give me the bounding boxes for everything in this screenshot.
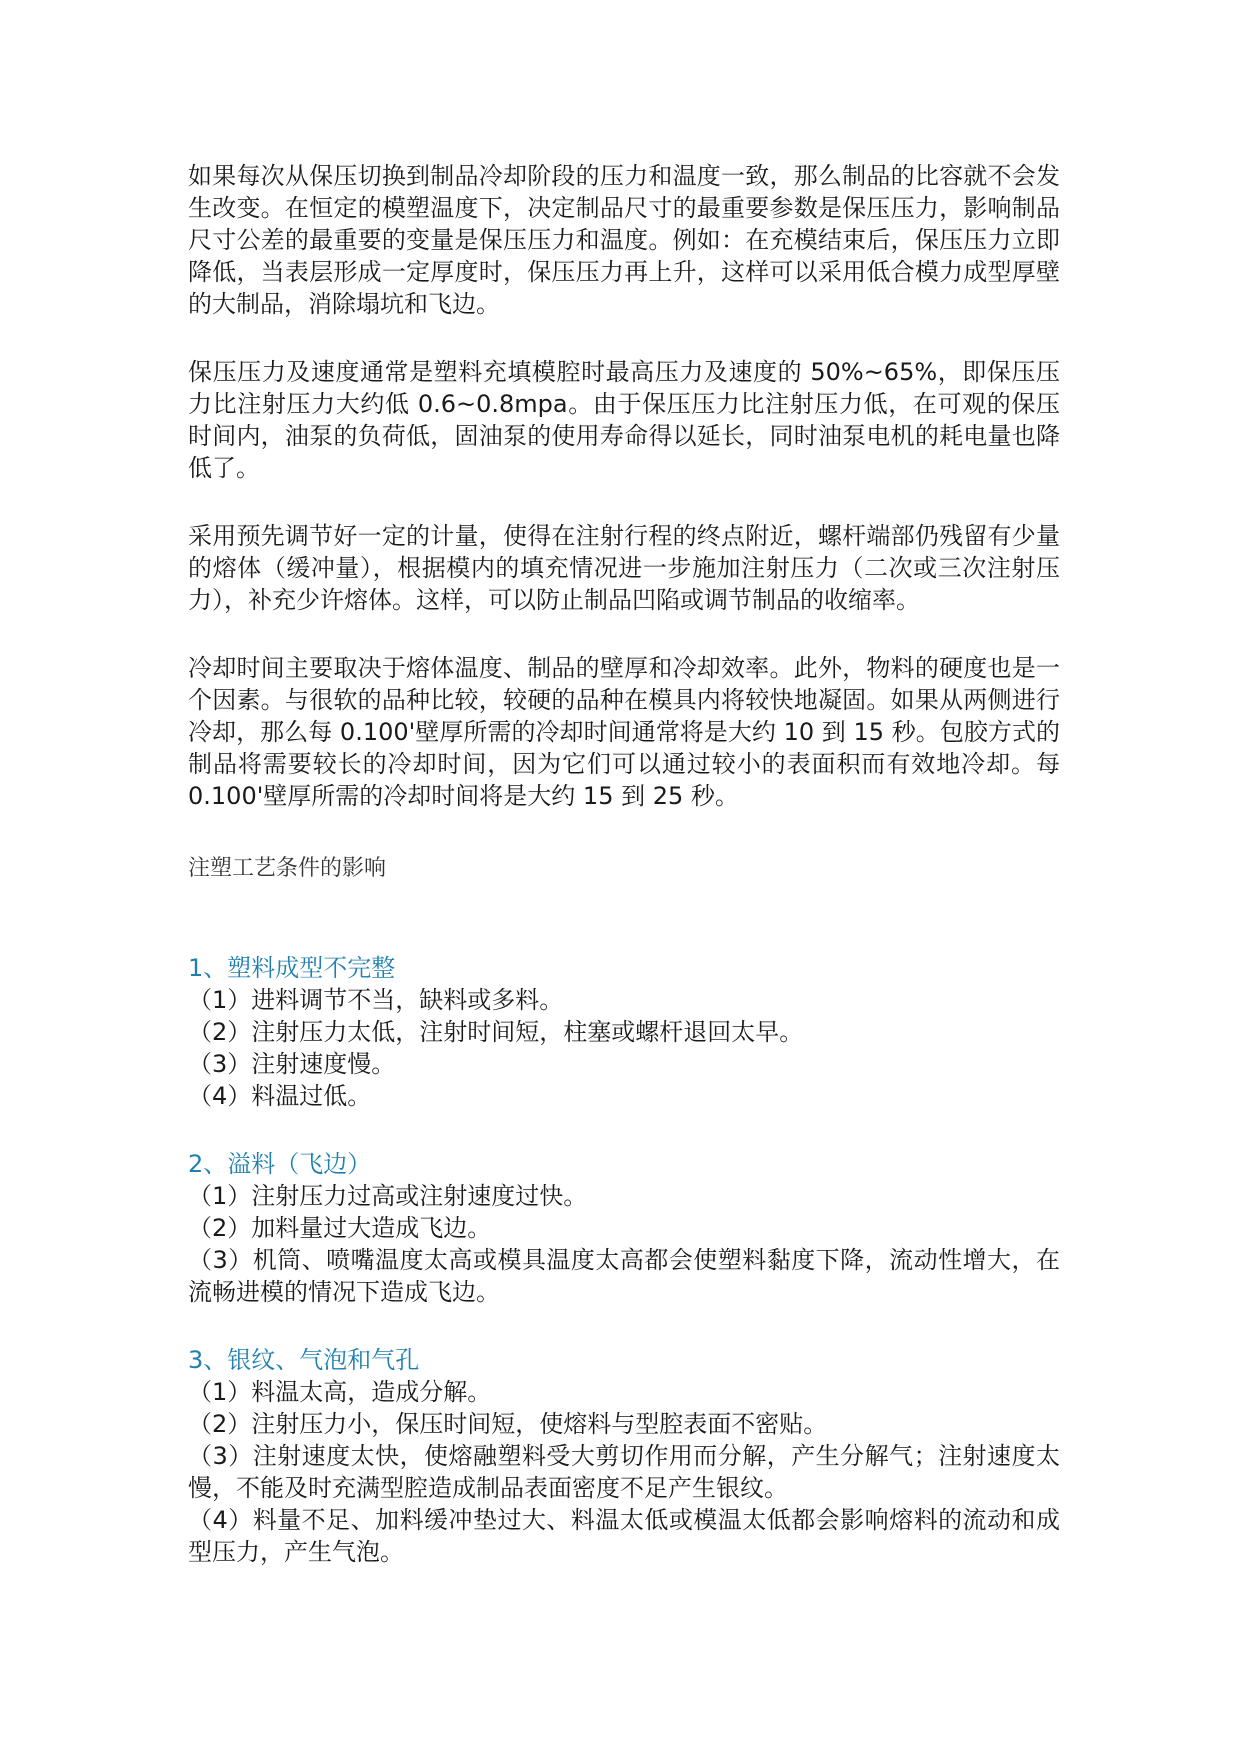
- document-body: [188, 160, 1060, 1604]
- section-flash: [188, 1148, 1060, 1308]
- section-heading: 2、溢料（飞边）: [188, 1150, 372, 1178]
- list-item: （4）料温过低。: [188, 1082, 372, 1110]
- paragraph-holding-pressure: 如果每次从保压切换到制品冷却阶段的压力和温度一致，那么制品的比容就不会发生改变。在恒定的模塑温度下，决定制品尺寸的最重要参数是保压压力，影响制品尺寸公差的最重要的变量是保压压力和温度。例如：在充模结束后，保压压力立即降低，当表层形成一定厚度时，保压压力再上升，这样可以采用低合模力成型厚壁的大制品，消除塌坑和飞边。: [188, 162, 1060, 318]
- paragraph-cooling-time: 冷却时间主要取决于熔体温度、制品的壁厚和冷却效率。此外，物料的硬度也是一个因素。与很软的品种比较，较硬的品种在模具内将较快地凝固。如果从两侧进行冷却，那么每 0.100'壁厚所需的冷却时间通常将是大约 10 到 15 秒。包胶方式的制品将需要较长的冷却时间，因为它们可以通过较小的表面积而有效地冷却。每 0.100'壁厚所需的冷却时间将是大约 15 到 25 秒。: [188, 654, 1060, 810]
- section-silver-streaks-bubbles: [188, 1344, 1060, 1568]
- section-subtitle: 注塑工艺条件的影响: [188, 856, 387, 881]
- list-item: （4）料量不足、加料缓冲垫过大、料温太低或模温太低都会影响熔料的流动和成型压力，产生气泡。: [188, 1506, 1060, 1566]
- list-item: （3）机筒、喷嘴温度太高或模具温度太高都会使塑料黏度下降，流动性增大，在流畅进模的情况下造成飞边。: [188, 1246, 1060, 1306]
- list-item: （3）注射速度慢。: [188, 1050, 396, 1078]
- list-item: （1）注射压力过高或注射速度过快。: [188, 1182, 588, 1210]
- paragraph-pressure-speed: 保压压力及速度通常是塑料充填模腔时最高压力及速度的 50%~65%，即保压压力比注射压力大约低 0.6~0.8mpa。由于保压压力比注射压力低，在可观的保压时间内，油泵的负荷低，固油泵的使用寿命得以延长，同时油泵电机的耗电量也降低了。: [188, 358, 1060, 482]
- list-item: （3）注射速度太快，使熔融塑料受大剪切作用而分解，产生分解气；注射速度太慢，不能及时充满型腔造成制品表面密度不足产生银纹。: [188, 1442, 1060, 1502]
- list-item: （2）注射压力太低，注射时间短，柱塞或螺杆退回太早。: [188, 1018, 804, 1046]
- section-incomplete-molding: [188, 952, 1060, 1112]
- list-item: （2）注射压力小，保压时间短，使熔料与型腔表面不密贴。: [188, 1410, 828, 1438]
- list-item: （1）进料调节不当，缺料或多料。: [188, 986, 564, 1014]
- paragraph-metering: 采用预先调节好一定的计量，使得在注射行程的终点附近，螺杆端部仍残留有少量的熔体（缓冲量），根据模内的填充情况进一步施加注射压力（二次或三次注射压力），补充少许熔体。这样，可以防止制品凹陷或调节制品的收缩率。: [188, 522, 1060, 614]
- section-heading: 1、塑料成型不完整: [188, 954, 396, 982]
- list-item: （2）加料量过大造成飞边。: [188, 1214, 492, 1242]
- list-item: （1）料温太高，造成分解。: [188, 1378, 492, 1406]
- section-heading: 3、银纹、气泡和气孔: [188, 1346, 420, 1374]
